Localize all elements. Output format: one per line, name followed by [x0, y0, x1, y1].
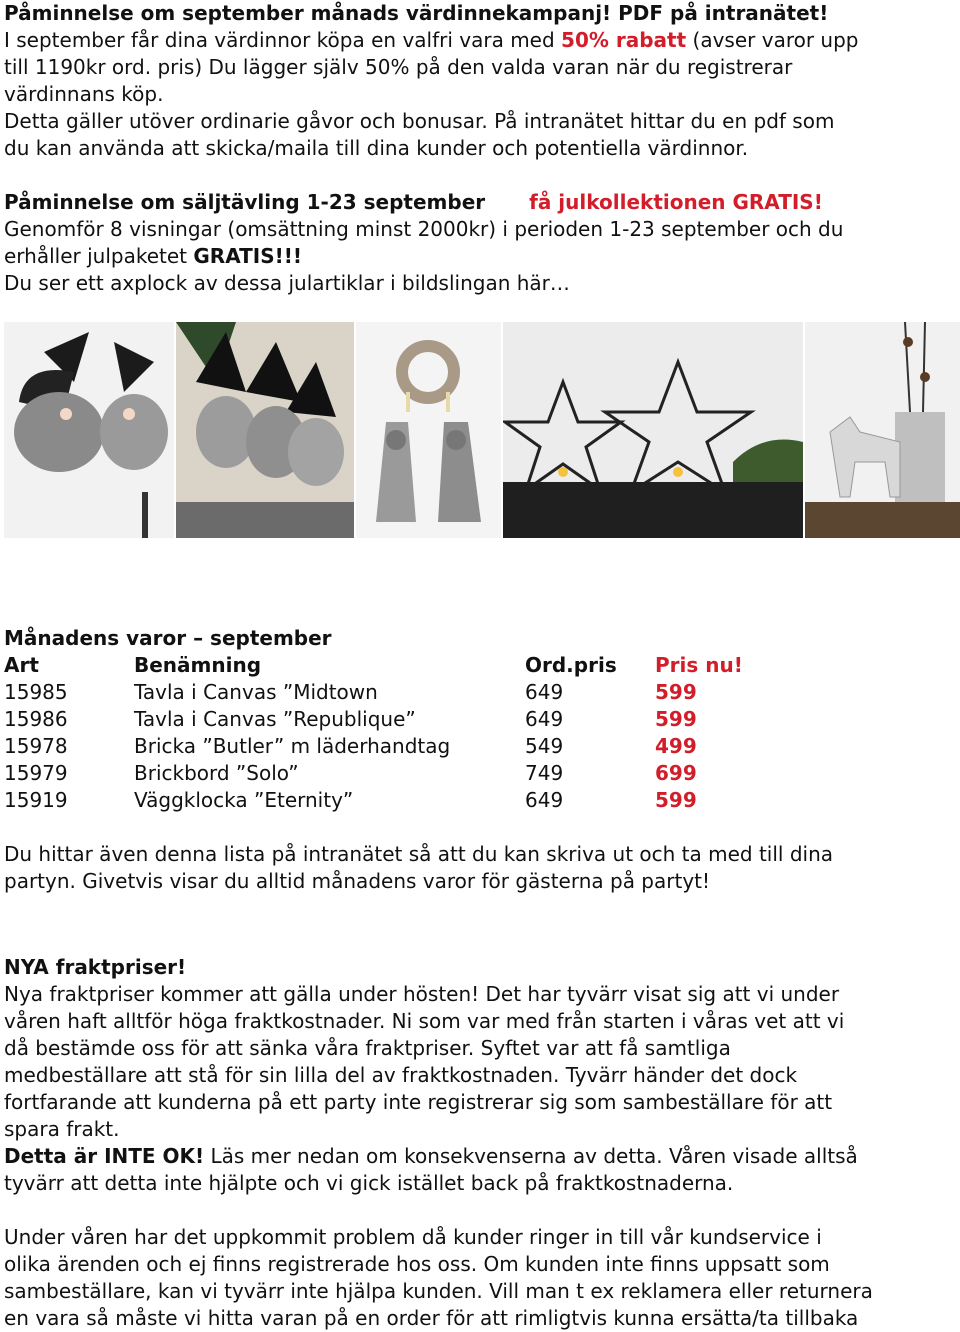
row-ordpris: 649 — [525, 707, 564, 731]
campaign-text-line-4: Detta gäller utöver ordinarie gåvor och bonusar. På intranätet hittar du en pdf som — [4, 109, 835, 133]
angel-wreath-photo — [356, 322, 501, 538]
header-name: Benämning — [134, 653, 262, 677]
row-ordpris: 649 — [525, 680, 564, 704]
row-art: 15985 — [4, 680, 68, 704]
gnome-group-photo — [176, 322, 354, 538]
row-ordpris: 649 — [525, 788, 564, 812]
row-name: Tavla i Canvas ”Midtown — [134, 680, 378, 704]
freight-line: spara frakt. — [4, 1117, 120, 1141]
gnome-photo — [4, 322, 174, 538]
warning-bold: Detta är INTE OK! — [4, 1144, 205, 1168]
discount-highlight: 50% rabatt — [561, 28, 687, 52]
freight-para2-line: Under våren har det uppkommit problem då kunder ringer in till vår kundservice i — [4, 1225, 822, 1249]
freight-heading: NYA fraktpriser! — [4, 955, 187, 979]
freight-line: våren haft alltför höga fraktkostnader. Ni som var med från starten i våras vet att vi — [4, 1009, 845, 1033]
row-pris: 699 — [655, 761, 697, 785]
products-note-line-1: Du hittar även denna lista på intranätet så att du kan skriva ut och ta med till dina — [4, 842, 834, 866]
row-pris: 599 — [655, 788, 697, 812]
row-name: Bricka ”Butler” m läderhandtag — [134, 734, 451, 758]
contest-text-line-3: Du ser ett axplock av dessa julartiklar i bildslingan här… — [4, 271, 570, 295]
freight-para2-line: en vara så måste vi hitta varan på en order för att rimligtvis kunna ersätta/ta tillbaka — [4, 1306, 859, 1330]
contest-heading: Påminnelse om säljtävling 1-23 september få julkollektionen GRATIS! — [4, 190, 823, 214]
freight-line: medbeställare att stå för sin lilla del av fraktkostnaden. Tyvärr händer det dock — [4, 1063, 798, 1087]
row-name: Brickbord ”Solo” — [134, 761, 299, 785]
row-art: 15979 — [4, 761, 68, 785]
row-pris: 599 — [655, 680, 697, 704]
row-art: 15919 — [4, 788, 68, 812]
row-art: 15986 — [4, 707, 68, 731]
row-pris: 599 — [655, 707, 697, 731]
freight-para2-line: olika ärenden och ej finns registrerade hos oss. Om kunden inte finns uppsatt som — [4, 1252, 830, 1276]
freight-line: Nya fraktpriser kommer att gälla under hösten! Det har tyvärr visat sig att vi under — [4, 982, 840, 1006]
contest-text-line-1: Genomför 8 visningar (omsättning minst 2000kr) i perioden 1-23 september och du — [4, 217, 844, 241]
products-title: Månadens varor – september — [4, 626, 332, 650]
row-name: Väggklocka ”Eternity” — [134, 788, 354, 812]
campaign-heading: Påminnelse om september månads värdinnekampanj! PDF på intranätet! — [4, 1, 829, 25]
row-art: 15978 — [4, 734, 68, 758]
header-pris: Pris nu! — [655, 653, 743, 677]
freight-warning-line-1: Detta är INTE OK! Läs mer nedan om konsekvenserna av detta. Våren visade alltså — [4, 1144, 858, 1168]
header-art: Art — [4, 653, 39, 677]
freight-line: fortfarande att kunderna på ett party inte registrerar sig som sambeställare för att — [4, 1090, 833, 1114]
horse-vase-photo — [805, 322, 960, 538]
row-name: Tavla i Canvas ”Republique” — [134, 707, 416, 731]
star-candle-photo — [503, 322, 803, 538]
header-ordpris: Ord.pris — [525, 653, 617, 677]
campaign-text-line-2: till 1190kr ord. pris) Du lägger själv 50% på den valda varan när du registrerar — [4, 55, 793, 79]
campaign-text-line-3: värdinnans köp. — [4, 82, 164, 106]
campaign-text-line-1: I september får dina värdinnor köpa en valfri vara med 50% rabatt (avser varor upp — [4, 28, 859, 52]
products-note-line-2: partyn. Givetvis visar du alltid månadens varor för gästerna på partyt! — [4, 869, 711, 893]
row-ordpris: 549 — [525, 734, 564, 758]
campaign-text-line-5: du kan använda att skicka/maila till dina kunder och potentiella värdinnor. — [4, 136, 749, 160]
freight-para2-line: sambeställare, kan vi tyvärr inte hjälpa kunden. Vill man t ex reklamera eller returnera — [4, 1279, 873, 1303]
row-ordpris: 749 — [525, 761, 564, 785]
freight-warning-line-2: tyvärr att detta inte hjälpte och vi gick istället back på fraktkostnaderna. — [4, 1171, 734, 1195]
contest-text-line-2: erhåller julpaketet GRATIS!!! — [4, 244, 302, 268]
row-pris: 499 — [655, 734, 697, 758]
freight-line: då bestämde oss för att sänka våra fraktpriser. Syftet var att få samtliga — [4, 1036, 731, 1060]
